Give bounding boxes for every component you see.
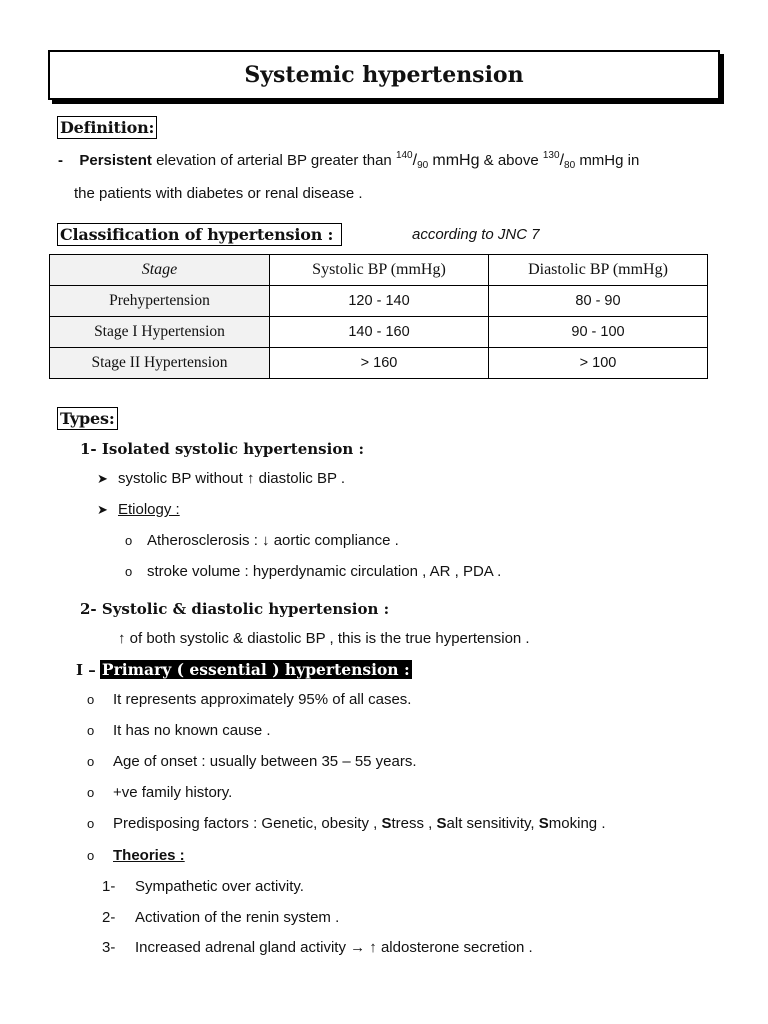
factors-prefix: Predisposing factors : Genetic, obesity ,: [113, 815, 378, 832]
factor-letter-s: S: [381, 815, 392, 832]
primary-heading-row: [76, 660, 412, 679]
diastolic-cell: > 100: [489, 348, 708, 379]
diastolic-cell: 80 - 90: [489, 286, 708, 317]
combined-hypertension-text: ↑ of both systolic & diastolic BP , this is the true hypertension .: [118, 630, 530, 647]
factor-rest: moking .: [548, 815, 606, 832]
table-row: [50, 317, 708, 348]
classification-heading: Classification of hypertension :: [57, 223, 342, 246]
circle-bullet-icon: o: [87, 848, 95, 863]
theory-number: 2-: [102, 909, 116, 926]
bp-threshold-diastolic-diabetic: 80: [564, 160, 576, 171]
primary-item: It has no known cause .: [113, 722, 271, 739]
theories-label: Theories :: [113, 847, 185, 864]
table-row: [50, 286, 708, 317]
primary-item: Age of onset : usually between 35 – 55 years.: [113, 753, 417, 770]
circle-bullet-icon: o: [125, 533, 133, 548]
table-header-row: [50, 255, 708, 286]
definition-text-1: elevation of arterial BP greater than: [156, 152, 392, 169]
primary-item: It represents approximately 95% of all cases.: [113, 691, 412, 708]
etiology-label: Etiology :: [118, 501, 180, 518]
systolic-cell: > 160: [270, 348, 489, 379]
primary-item: +ve family history.: [113, 784, 233, 801]
definition-line-2: the patients with diabetes or renal disease .: [74, 185, 363, 202]
stage-cell: Stage I Hypertension: [50, 317, 270, 348]
bp-slash-2: /: [559, 152, 565, 169]
bp-threshold-systolic-diabetic: 130: [542, 150, 560, 161]
etiology-cause: stroke volume : hyperdynamic circulation , AR , PDA .: [147, 563, 502, 580]
theory-text: Sympathetic over activity.: [135, 878, 304, 895]
stage-cell: Prehypertension: [50, 286, 270, 317]
classification-note: according to JNC 7: [412, 226, 540, 243]
circle-bullet-icon: o: [87, 723, 95, 738]
isolated-point-1: systolic BP without ↑ diastolic BP .: [118, 470, 346, 487]
stage-cell: Stage II Hypertension: [50, 348, 270, 379]
systolic-cell: 140 - 160: [270, 317, 489, 348]
factor-rest: tress ,: [391, 815, 433, 832]
predisposing-factors: [113, 815, 606, 832]
page-title: Systemic hypertension: [244, 62, 524, 88]
definition-bullet: -: [58, 152, 63, 169]
factor-letter-s: S: [436, 815, 447, 832]
theory-text: Increased adrenal gland activity → ↑ aldosterone secretion .: [135, 939, 533, 956]
circle-bullet-icon: o: [87, 754, 95, 769]
bp-threshold-diastolic: 90: [417, 160, 429, 171]
factor-letter-s: S: [538, 815, 549, 832]
circle-bullet-icon: o: [87, 816, 95, 831]
theory-text: Activation of the renin system .: [135, 909, 340, 926]
column-header-stage: Stage: [50, 255, 270, 286]
factor-rest: alt sensitivity,: [446, 815, 535, 832]
column-header-systolic: Systolic BP (mmHg): [270, 255, 489, 286]
primary-heading: Primary ( essential ) hypertension :: [101, 660, 410, 679]
bp-unit-1: mmHg: [432, 152, 480, 169]
primary-prefix: I –: [76, 661, 96, 679]
systolic-cell: 120 - 140: [270, 286, 489, 317]
title-box: [48, 50, 720, 100]
table-row: [50, 348, 708, 379]
circle-bullet-icon: o: [125, 564, 133, 579]
classification-table: [49, 254, 708, 379]
bp-unit-2: mmHg in: [579, 152, 640, 169]
circle-bullet-icon: o: [87, 785, 95, 800]
definition-strong: Persistent: [79, 152, 152, 169]
types-heading: Types:: [57, 407, 118, 430]
column-header-diastolic: Diastolic BP (mmHg): [489, 255, 708, 286]
etiology-cause: Atherosclerosis : ↓ aortic compliance .: [147, 532, 399, 549]
arrow-bullet-icon: ➤: [97, 502, 108, 517]
bp-threshold-systolic: 140: [395, 150, 413, 161]
diastolic-cell: 90 - 100: [489, 317, 708, 348]
theory-number: 1-: [102, 878, 116, 895]
arrow-bullet-icon: ➤: [97, 471, 108, 486]
theory-number: 3-: [102, 939, 116, 956]
circle-bullet-icon: o: [87, 692, 95, 707]
bp-slash-1: /: [412, 152, 418, 169]
definition-text-2: & above: [483, 152, 539, 169]
isolated-systolic-title: 1- Isolated systolic hypertension :: [80, 440, 364, 458]
definition-heading: Definition:: [57, 116, 157, 139]
combined-hypertension-title: 2- Systolic & diastolic hypertension :: [80, 600, 390, 618]
definition-line-1: [58, 152, 639, 170]
